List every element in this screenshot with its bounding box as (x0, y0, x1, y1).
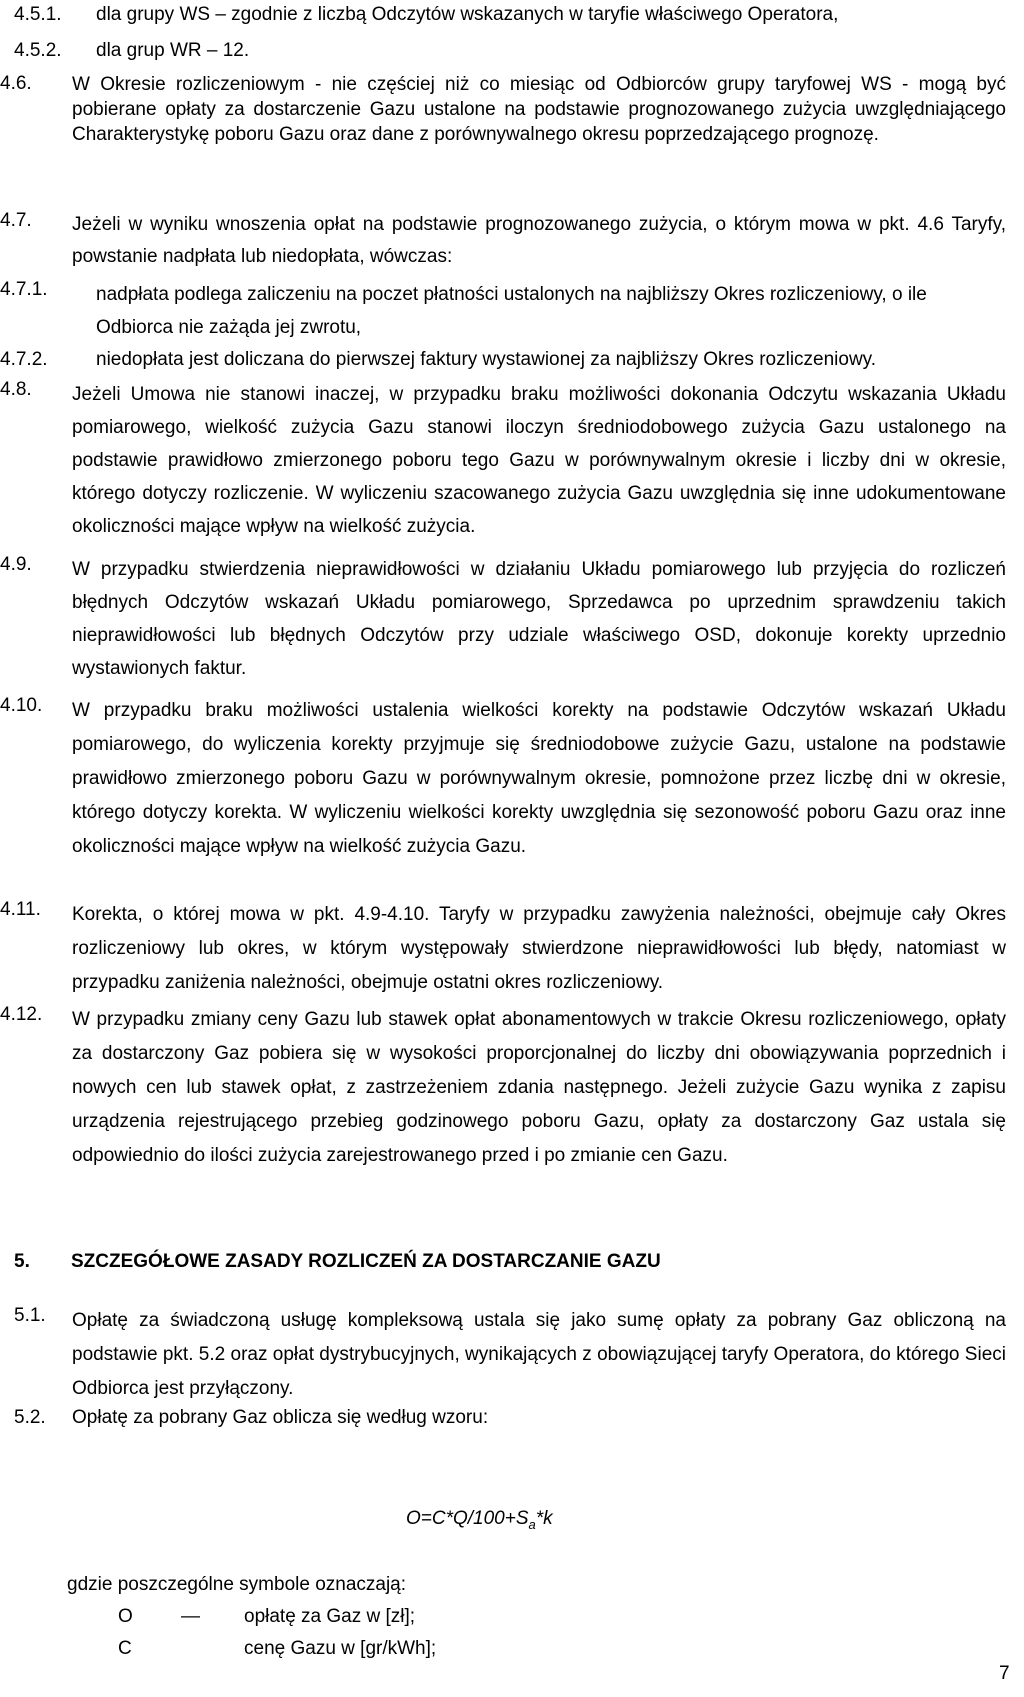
formula (406, 1507, 553, 1537)
item-number: 5.2. (14, 1407, 46, 1428)
item-text: dla grup WR – 12. (96, 40, 250, 61)
item-number: 4.12. (0, 1004, 43, 1025)
item-text: W przypadku stwierdzenia nieprawidłowości w działaniu Układu pomiarowego lub przyjęcia do rozliczeń błędnych Odczytów wskazań Układu pomiarowego, Sprzedawca po uprzednim sprawdzeniu takich nieprawidłowości lub błędnych Odczytów przy udziale właściwego OSD, dokonuje korekty uprzednio wystawionych faktur. (72, 559, 1006, 679)
item-text: Jeżeli Umowa nie stanowi inaczej, w przypadku braku możliwości dokonania Odczytu wskazania Układu pomiarowego, wielkość zużycia Gazu stanowi iloczyn średniodobowego zużycia Gazu ustalonego na podstawie prawidłowo zmierzonego poboru tego Gazu w porównywalnym okresie i liczby dni w okresie, którego dotyczy rozliczenie. W wyliczeniu szacowanego zużycia Gazu uwzględnia się inne udokumentowane okoliczności mające wpływ na wielkość zużycia. (72, 384, 1006, 537)
item-text: W przypadku zmiany ceny Gazu lub stawek opłat abonamentowych w trakcie Okresu rozliczeniowego, opłaty za dostarczony Gaz pobiera się w wysokości proporcjonalnej do liczby dni obowiązywania poprzednich i nowych cen lub stawek opłat, z zastrzeżeniem zdania następnego. Jeżeli zużycie Gazu wynika z zapisu urządzenia rejestrującego przebieg godzinowego poboru Gazu, opłaty za dostarczony Gaz ustala się odpowiednio do ilości zużycia zarejestrowanego przed i po zmianie cen Gazu. (72, 1009, 1006, 1166)
item-text: Opłatę za świadczoną usługę kompleksową ustala się jako sumę opłaty za pobrany Gaz obliczoną na podstawie pkt. 5.2 oraz opłat dystrybucyjnych, wynikających z obowiązującej taryfy Operatora, do którego Sieci Odbiorca jest przyłączony. (72, 1310, 1006, 1399)
section-title: SZCZEGÓŁOWE ZASADY ROZLICZEŃ ZA DOSTARCZANIE GAZU (71, 1251, 661, 1272)
section-heading (14, 1250, 661, 1274)
legend-description: cenę Gazu w [gr/kWh]; (244, 1638, 437, 1659)
item-number: 4.8. (0, 379, 32, 400)
item-number: 4.11. (0, 899, 41, 920)
item-number: 4.9. (0, 554, 32, 575)
legend-intro: gdzie poszczególne symbole oznaczają: (67, 1574, 407, 1595)
item-number: 5.1. (14, 1305, 46, 1326)
legend-description: opłatę za Gaz w [zł]; (244, 1606, 416, 1627)
item-number: 4.5.1. (14, 4, 62, 25)
item-text: niedopłata jest doliczana do pierwszej faktury wystawionej za najbliższy Okres rozliczeniowy. (96, 349, 877, 370)
item-text: Opłatę za pobrany Gaz oblicza się według wzoru: (72, 1407, 489, 1428)
item-text: Korekta, o której mowa w pkt. 4.9-4.10. Taryfy w przypadku zawyżenia należności, obejmuje cały Okres rozliczeniowy lub okres, w którym występowały stwierdzone nieprawidłowości lub błędy, natomiast w przypadku zaniżenia należności, obejmuje ostatni okres rozliczeniowy. (72, 904, 1006, 993)
legend-dash: — (181, 1606, 200, 1627)
formula-subscript: a (528, 1516, 536, 1532)
legend-symbol: O (118, 1606, 133, 1627)
item-text: Jeżeli w wyniku wnoszenia opłat na podstawie prognozowanego zużycia, o którym mowa w pkt. 4.6 Taryfy, powstanie nadpłata lub niedopłata, wówczas: (72, 214, 1006, 267)
item-number: 4.7.1. (0, 279, 48, 300)
legend-symbol: C (118, 1638, 132, 1659)
section-number: 5. (14, 1251, 30, 1272)
page-number: 7 (999, 1663, 1010, 1684)
item-number: 4.10. (0, 695, 43, 716)
item-number: 4.6. (0, 73, 32, 94)
item-text: nadpłata podlega zaliczeniu na poczet płatności ustalonych na najbliższy Okres rozliczeniowy, o ile Odbiorca nie zażąda jej zwrotu, (96, 284, 927, 338)
item-number: 4.7.2. (0, 349, 48, 370)
formula-main: O=C*Q/100+S (406, 1508, 529, 1529)
item-text: dla grupy WS – zgodnie z liczbą Odczytów wskazanych w taryfie właściwego Operatora, (96, 4, 839, 25)
item-number: 4.5.2. (14, 40, 62, 61)
item-text: W przypadku braku możliwości ustalenia wielkości korekty na podstawie Odczytów wskazań Układu pomiarowego, do wyliczenia korekty przyjmuje się średniodobowe zużycie Gazu, ustalone na podstawie prawidłowo zmierzonego poboru Gazu w porównywalnym okresie, pomnożone przez liczbę dni w okresie, którego dotyczy korekta. W wyliczeniu wielkości korekty uwzględnia się sezonowość poboru Gazu oraz inne okoliczności mające wpływ na wielkość zużycia Gazu. (72, 700, 1006, 857)
item-number: 4.7. (0, 210, 32, 231)
formula-tail: *k (535, 1508, 553, 1529)
item-text: W Okresie rozliczeniowym - nie częściej niż co miesiąc od Odbiorców grupy taryfowej WS - mogą być pobierane opłaty za dostarczenie Gazu ustalone na podstawie prognozowanego zużycia uwzględniającego Charakterystykę poboru Gazu oraz dane z porównywalnego okresu poprzedzającego prognozę. (72, 74, 1006, 145)
